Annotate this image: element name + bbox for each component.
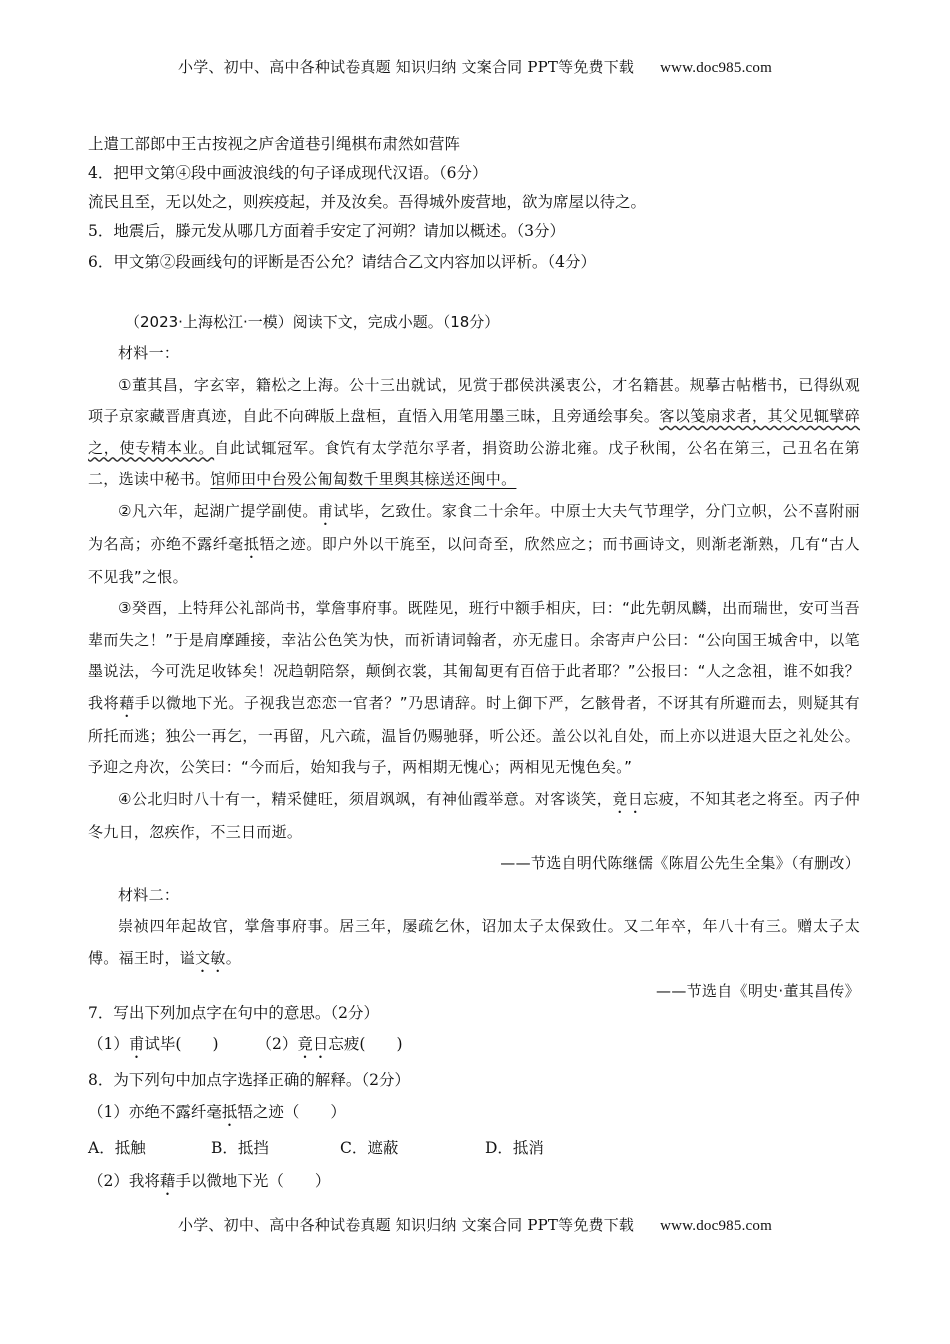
question-8-sentence-1: （1）亦绝不露纤毫抵牾之迹（ ） bbox=[88, 1103, 346, 1121]
top-line-1: 上遣工部郎中王古按视之庐舍道巷引绳棋布肃然如营阵 bbox=[88, 135, 461, 153]
dotted-chars-jingri: 竟日 bbox=[612, 789, 644, 808]
option-d[interactable]: D．抵消 bbox=[485, 1139, 544, 1157]
material-2-label: 材料二： bbox=[118, 885, 180, 904]
material-1 bbox=[88, 338, 860, 1007]
page-header bbox=[0, 56, 950, 77]
header-url[interactable]: www.doc985.com bbox=[660, 60, 772, 76]
dotted-char-fu: 甫 bbox=[317, 501, 334, 520]
question-8: 8．为下列句中加点字选择正确的解释。（2分） bbox=[88, 1071, 410, 1089]
dotted-char-di: 抵 bbox=[243, 534, 260, 553]
paragraph-2: ②凡六年，起湖广提学副使。甫试毕，乞致仕。家食二十余年。中原士大夫气节理学，分门立帜，公不喜附丽为名高；亦绝不露纤毫抵牾之迹。即户外以干旄至，以问奇至，欣然应之；而书画诗文，则渐老渐熟，几有“古人不见我”之恨。 bbox=[88, 501, 860, 586]
underlined-sentence: 馆师田中台殁公匍匐数千里舆其榇送还闽中。 bbox=[210, 470, 517, 488]
question-7: 7．写出下列加点字在句中的意思。（2分） bbox=[88, 1004, 379, 1022]
question-4: 4．把甲文第④段中画波浪线的句子译成现代汉语。（6分） bbox=[88, 164, 488, 182]
question-8-sentence-2: （2）我将藉手以微地下光（ ） bbox=[88, 1172, 331, 1190]
paragraph-3: ③癸酉，上特拜公礼部尚书，掌詹事府事。既陛见，班行中额手相庆，曰：“此先朝凤麟，出而瑞世，安可当吾辈而失之！”于是肩摩踵接，幸沾公色笑为快，而祈请词翰者，亦无虚日。余寄声户公曰：“公向国王城舍中，以笔墨说法，今可洗足收钵矣！况趋朝陪祭，颠倒衣裳，其匍匐更有百倍于此者耶？”公报曰：“人之念祖，谁不如我？我将藉手以微地下光。子视我岂恋恋一官者？”乃思请辞。时上御下严，乞骸骨者，不讶其有所避而去，则疑其有所托而逃；独公一再乞，一再留，凡六疏，温旨仍赐驰驿，听公还。盖公以礼自处，而上亦以进退大臣之礼处公。予迎之舟次，公笑曰：“今而后，始知我与子，两相期无愧心；两相见无愧色矣。” bbox=[88, 599, 860, 776]
paragraph-1: ①董其昌，字玄宰，籍松之上海。公十三出就试，见赏于郡侯洪溪衷公，才名籍甚。规摹古帖楷书，已得纵观项子京家藏晋唐真迹，自此不向碑版上盘桓，直悟入用笔用墨三昧，且旁通绘事矣。客以笺扇求者，其父见辄擘碎之，使专精本业。自此试辄冠军。食饩有太学范尔孚者，捐资助公游北雍。戊子秋闱，公名在第三，己丑名在第二，选读中秘书。馆师田中台殁公匍匐数千里舆其榇送还闽中。 bbox=[88, 375, 861, 488]
top-line-3: 流民且至，无以处之，则疾疫起，并及汝矣。吾得城外废营地，欲为席屋以待之。 bbox=[88, 193, 647, 211]
material-1-source: ——节选自明代陈继儒《陈眉公先生全集》（有删改） bbox=[500, 854, 860, 872]
dotted-chars-wenmin: 文敏 bbox=[195, 948, 226, 967]
dotted-char-jie: 藉 bbox=[119, 693, 135, 712]
header-text: 小学、初中、高中各种试卷真题 知识归纳 文案合同 PPT等免费下载 bbox=[178, 58, 635, 76]
material-1-label: 材料一： bbox=[118, 344, 180, 362]
option-a[interactable]: A．抵触 bbox=[88, 1139, 146, 1157]
wavy-underlined-sentence: 客以笺扇求者，其父见辄擘碎之，使专精本业。 bbox=[88, 407, 861, 457]
question-6: 6．甲文第②段画线句的评断是否公允？请结合乙文内容加以评析。（4分） bbox=[88, 253, 596, 271]
reading-intro: （2023·上海松江·一模）阅读下文，完成小题。（18分） bbox=[125, 313, 500, 331]
question-8-options bbox=[88, 1138, 868, 1158]
footer-url[interactable]: www.doc985.com bbox=[660, 1218, 772, 1234]
material-2-source: ——节选自《明史·董其昌传》 bbox=[656, 981, 860, 1000]
page-footer bbox=[0, 1214, 950, 1235]
paragraph-4: ④公北归时八十有一，精采健旺，须眉飒飒，有神仙霞举意。对客谈笑，竟日忘疲，不知其老之将至。丙子仲冬九日，忽疾作，不三日而逝。 bbox=[88, 789, 860, 841]
option-c[interactable]: C．遮蔽 bbox=[340, 1139, 399, 1157]
question-5: 5．地震后，滕元发从哪几方面着手安定了河朔？请加以概述。（3分） bbox=[88, 222, 565, 240]
option-b[interactable]: B．抵挡 bbox=[211, 1139, 269, 1157]
question-7-items: （1）甫试毕( ) （2）竟日忘疲( ) bbox=[88, 1035, 403, 1053]
footer-text: 小学、初中、高中各种试卷真题 知识归纳 文案合同 PPT等免费下载 bbox=[178, 1216, 635, 1234]
material-2-text: 崇祯四年起故官，掌詹事府事。居三年，屡疏乞休，诏加太子太保致仕。又二年卒，年八十有三。赠太子太傅。福王时，谥文敏。 bbox=[88, 917, 860, 967]
